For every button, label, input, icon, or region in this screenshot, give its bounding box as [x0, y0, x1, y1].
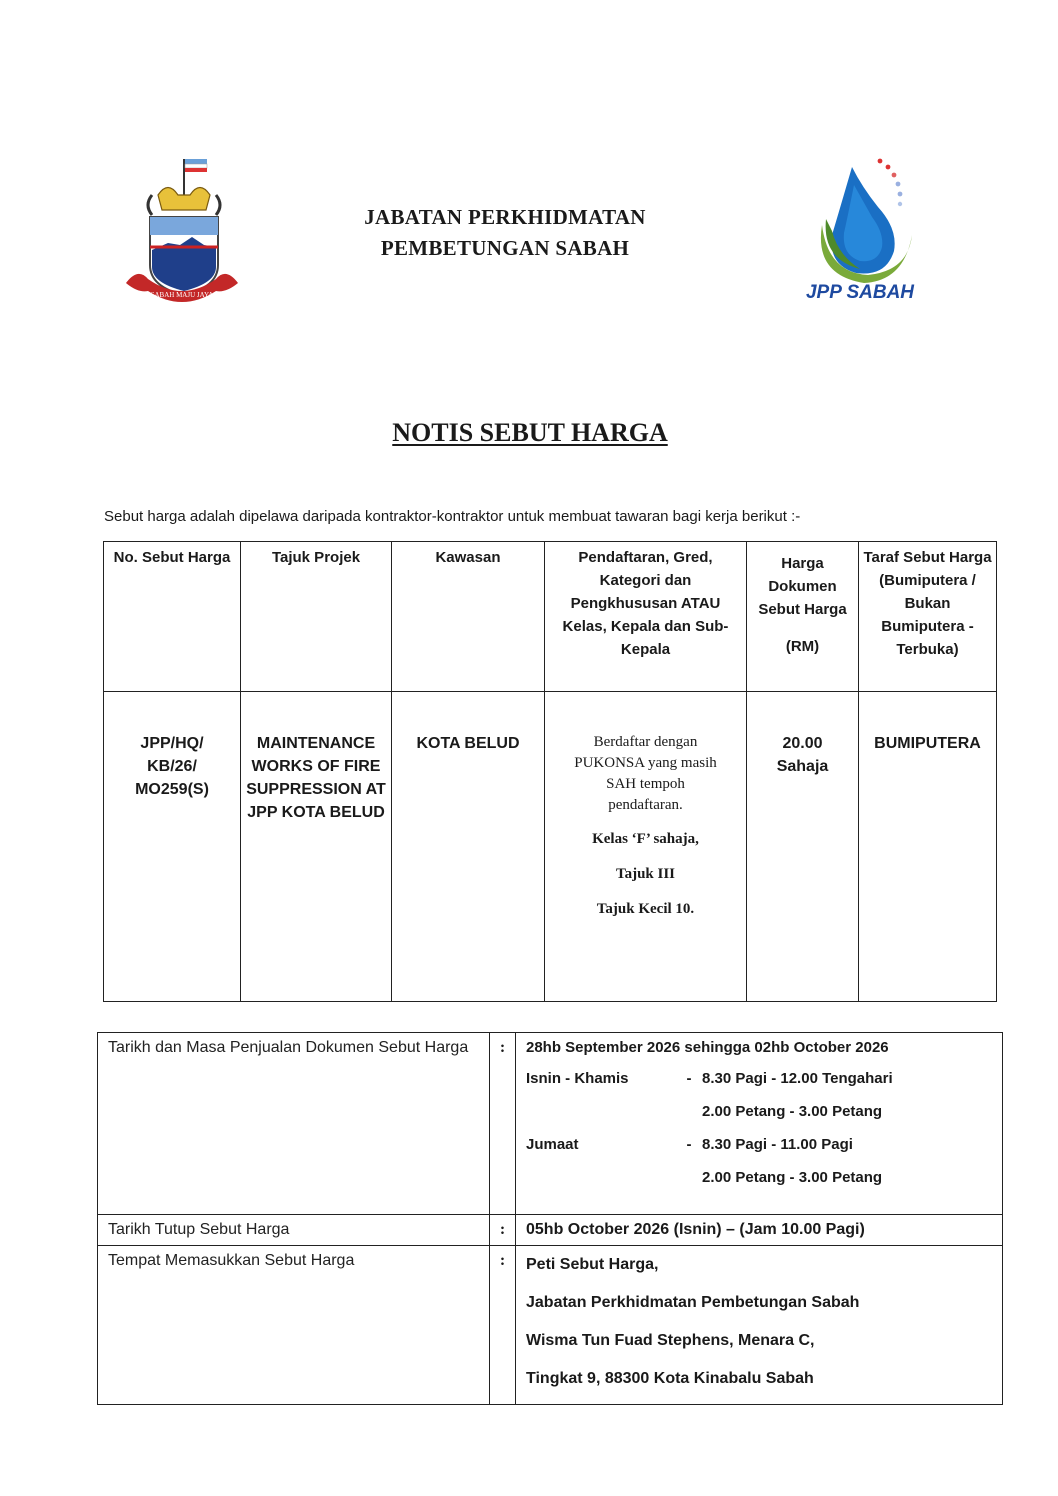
cell-tajuk: MAINTENANCE WORKS OF FIRE SUPPRESSION AT JPP KOTA BELUD: [241, 692, 392, 1002]
time-fri-1: 8.30 Pagi - 11.00 Pagi: [702, 1136, 853, 1153]
close-colon: :: [490, 1215, 516, 1246]
org-line-1: JABATAN PERKHIDMATAN: [364, 205, 646, 229]
header-harga-label: Harga Dokumen Sebut Harga: [758, 555, 847, 618]
days-dash-2: -: [686, 1136, 692, 1153]
reg-tajuk-kecil: Tajuk Kecil 10.: [596, 901, 695, 917]
header-no: No. Sebut Harga: [104, 542, 241, 692]
time-mon-thu-2: 2.00 Petang - 3.00 Petang: [702, 1103, 883, 1120]
sale-colon: :: [490, 1033, 516, 1215]
place-row: [98, 1246, 1003, 1405]
close-row: [98, 1215, 1003, 1246]
place-value: [516, 1246, 1003, 1405]
place-label: Tempat Memasukkan Sebut Harga: [98, 1246, 490, 1405]
cell-taraf: BUMIPUTERA: [859, 692, 997, 1002]
crest-motto: SABAH MAJU JAYA: [150, 291, 214, 299]
notice-title: NOTIS SEBUT HARGA: [392, 418, 668, 447]
sale-row: [98, 1033, 1003, 1215]
sale-schedule: [526, 1070, 992, 1186]
header-kawasan: Kawasan: [392, 542, 545, 692]
place-line-2: Jabatan Perkhidmatan Pembetungan Sabah: [526, 1294, 860, 1311]
intro-text: Sebut harga adalah dipelawa daripada kontraktor-kontraktor untuk membuat tawaran bagi kerja berikut :-: [104, 508, 801, 525]
place-colon: :: [490, 1246, 516, 1405]
days-fri: Jumaat: [526, 1136, 579, 1153]
close-label: Tarikh Tutup Sebut Harga: [98, 1215, 490, 1246]
reg-tajuk: Tajuk III: [615, 866, 676, 882]
header-tajuk: Tajuk Projek: [241, 542, 392, 692]
org-line-2: PEMBETUNGAN SABAH: [380, 236, 630, 260]
cell-pendaftaran: [545, 692, 747, 1002]
time-mon-thu-1: 8.30 Pagi - 12.00 Tengahari: [702, 1070, 893, 1087]
cell-kawasan: KOTA BELUD: [392, 692, 545, 1002]
sale-label: Tarikh dan Masa Penjualan Dokumen Sebut Harga: [98, 1033, 490, 1215]
organization-name: [300, 202, 710, 264]
place-line-3: Wisma Tun Fuad Stephens, Menara C,: [526, 1332, 815, 1349]
sale-value: [516, 1033, 1003, 1215]
table-header-row: [104, 542, 997, 692]
place-line-4: Tingkat 9, 88300 Kota Kinabalu Sabah: [526, 1370, 814, 1387]
place-line-1: Peti Sebut Harga,: [526, 1256, 659, 1273]
header-harga-unit: (RM): [785, 638, 820, 655]
sabah-crest-logo: [118, 155, 246, 315]
reg-intro: Berdaftar dengan PUKONSA yang masih SAH tempoh pendaftaran.: [574, 734, 717, 813]
jpp-logo-text: JPP SABAH: [805, 282, 915, 303]
header-pendaftaran: Pendaftaran, Gred, Kategori dan Pengkhususan ATAU Kelas, Kepala dan Sub-Kepala: [545, 542, 747, 692]
header-harga: [747, 542, 859, 692]
days-mon-thu: Isnin - Khamis: [526, 1070, 629, 1087]
header-taraf: Taraf Sebut Harga (Bumiputera / Bukan Bumiputera - Terbuka): [859, 542, 997, 692]
days-dash-1: -: [686, 1070, 692, 1087]
close-value: 05hb October 2026 (Isnin) – (Jam 10.00 Pagi): [516, 1215, 1003, 1246]
reg-kelas: Kelas ‘F’ sahaja,: [592, 831, 699, 847]
cell-harga: 20.00 Sahaja: [747, 692, 859, 1002]
cell-no: JPP/HQ/ KB/26/ MO259(S): [104, 692, 241, 1002]
details-table: [97, 1032, 1003, 1405]
sale-range: 28hb September 2026 sehingga 02hb October 2026: [526, 1039, 889, 1056]
table-row: [104, 692, 997, 1002]
time-fri-2: 2.00 Petang - 3.00 Petang: [702, 1169, 883, 1186]
quotation-table: [103, 541, 997, 1002]
